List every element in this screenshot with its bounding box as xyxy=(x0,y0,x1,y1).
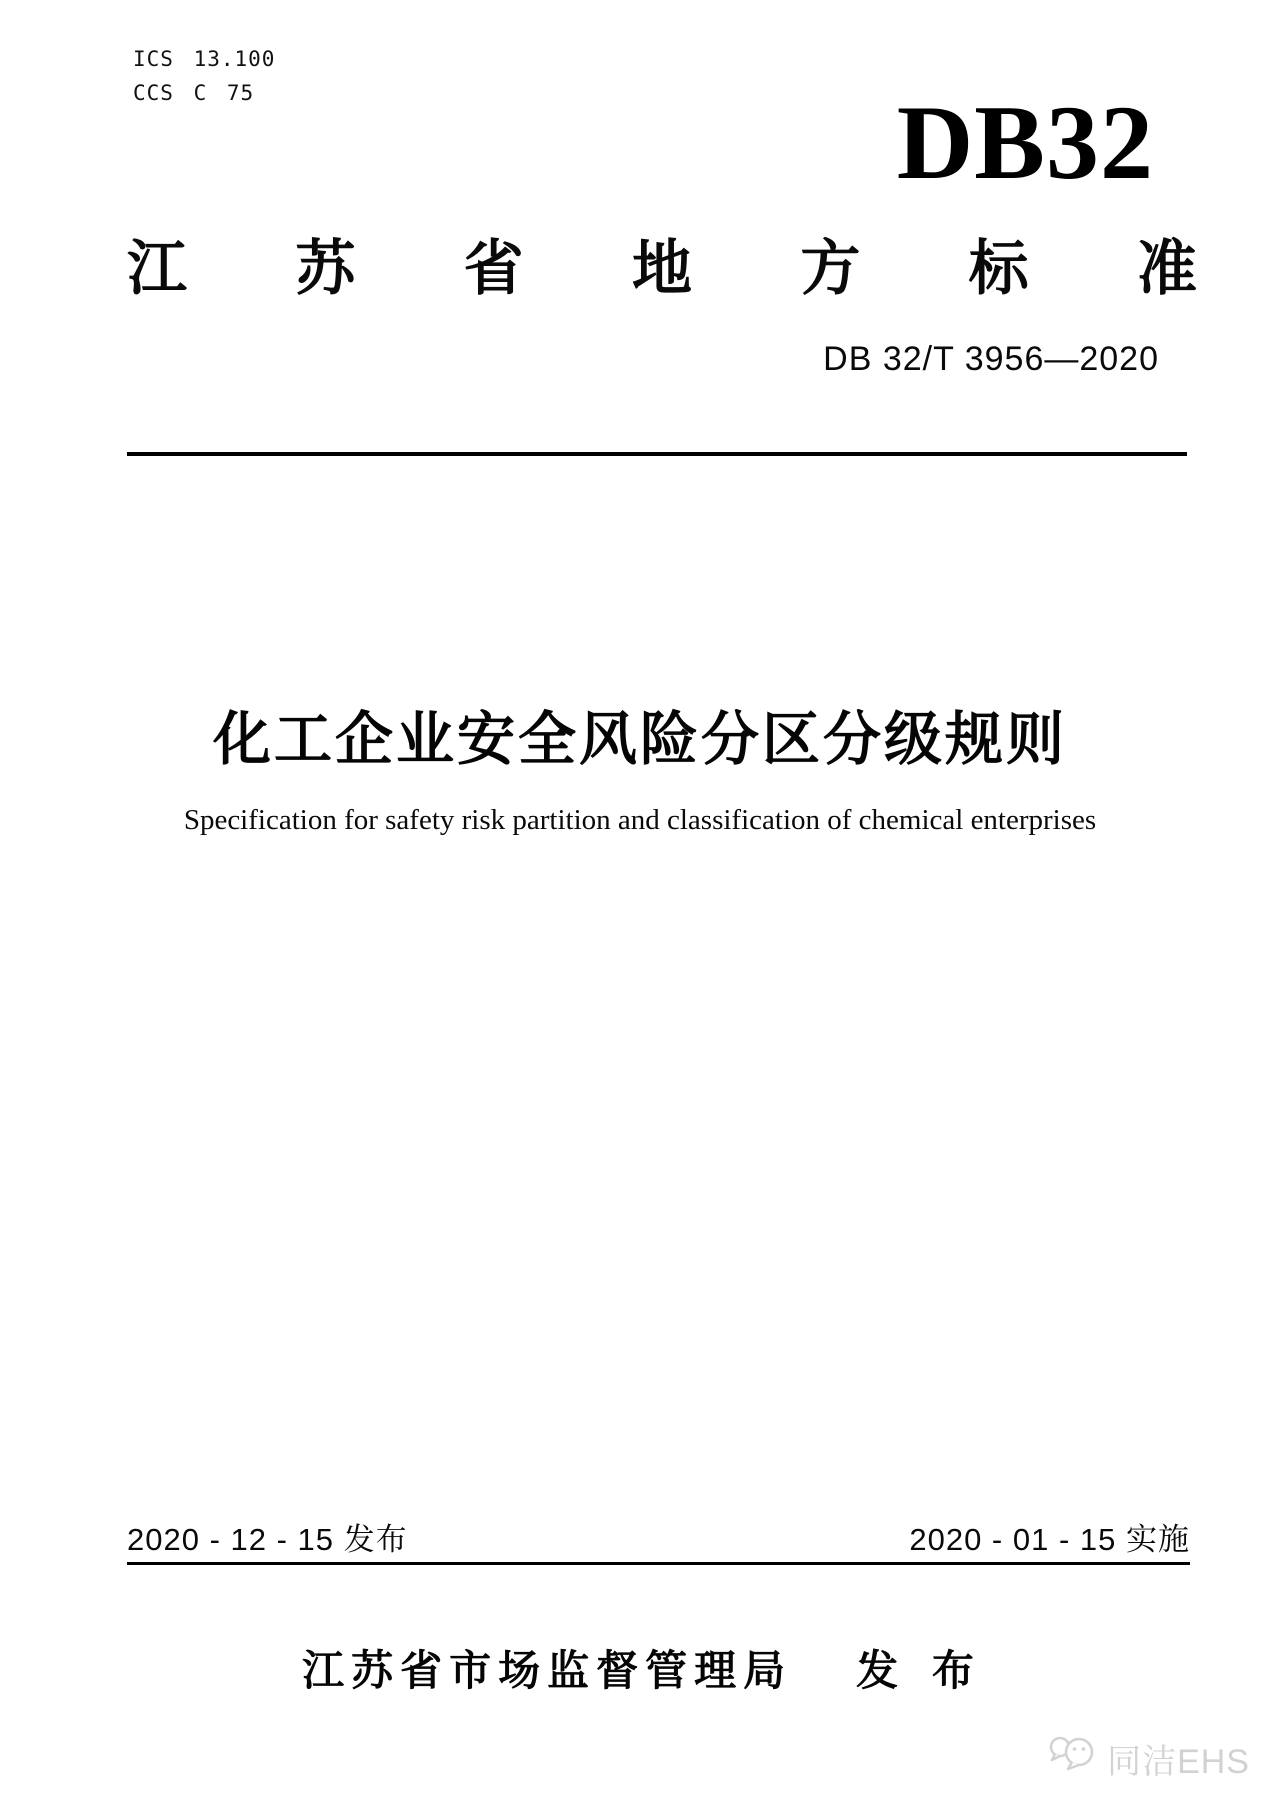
publish-label: 发 布 xyxy=(856,1647,978,1694)
footer-row xyxy=(0,1638,1280,1698)
ics-code: ICS 13.100 xyxy=(133,47,276,71)
issuing-authority: 江苏省市场监督管理局 xyxy=(302,1647,793,1694)
document-title-english: Specification for safety risk partition and classification of chemical enterprises xyxy=(183,804,1097,836)
watermark xyxy=(1047,1732,1250,1785)
wechat-icon xyxy=(1047,1732,1099,1785)
watermark-label: 同洁EHS xyxy=(1107,1743,1250,1781)
implement-date: 2020 - 01 - 15 实施 xyxy=(909,1522,1190,1557)
issue-date: 2020 - 12 - 15 发布 xyxy=(127,1522,408,1557)
standard-number: DB 32/T 3956—2020 xyxy=(823,340,1159,378)
standard-type-heading: 江 苏 省 地 方 标 准 xyxy=(127,235,1197,302)
ccs-code: CCS C 75 xyxy=(133,81,255,105)
dates-row xyxy=(127,1514,1190,1559)
header-divider-line xyxy=(127,452,1187,456)
db32-logo: DB32 xyxy=(896,84,1154,201)
document-title-chinese: 化工企业安全风险分区分级规则 xyxy=(212,707,1067,772)
footer-divider-line xyxy=(127,1562,1190,1565)
